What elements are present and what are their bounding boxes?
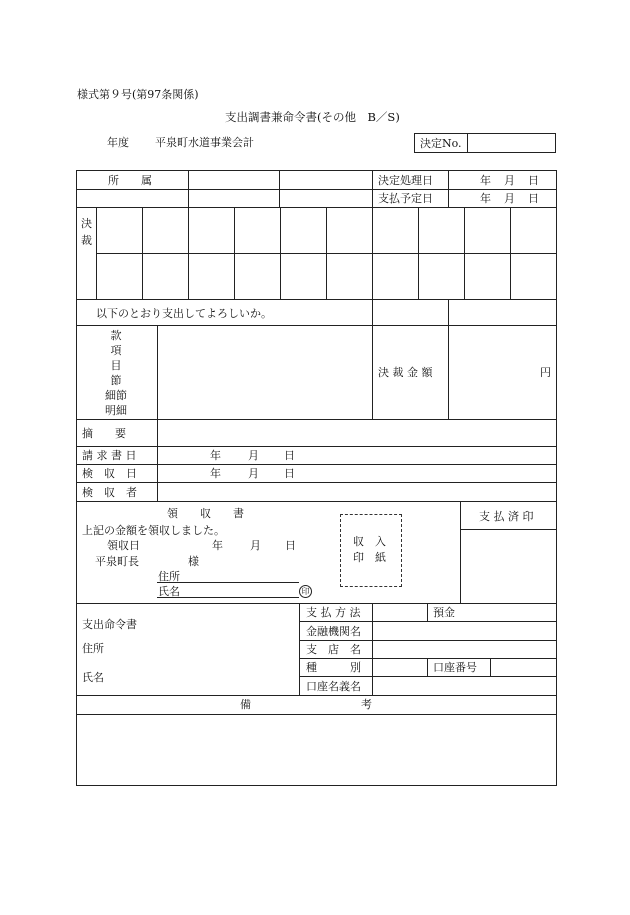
- decision-date-label: 決定処理日: [378, 174, 433, 187]
- receipt-title: 領 収 書: [167, 507, 244, 520]
- invoice-date-day: 日: [284, 449, 295, 462]
- receipt-date-label: 領収日: [107, 539, 140, 552]
- account-number-label: 口座番号: [433, 661, 477, 674]
- fiscal-year-label: 年度: [107, 136, 129, 149]
- invoice-date-year: 年: [210, 449, 221, 462]
- invoice-date-month: 月: [248, 449, 259, 462]
- receipt-address-label: 住所: [158, 570, 180, 583]
- seal-mark-icon: 印: [299, 585, 312, 598]
- payment-order-title: 支出命令書: [82, 618, 137, 631]
- payment-date-year: 年: [480, 192, 491, 205]
- revenue-stamp-label-1: 収 入: [353, 535, 386, 548]
- budget-item-saisetsu: 細節: [105, 389, 127, 402]
- inspection-date-day: 日: [284, 467, 295, 480]
- payment-method-label: 支 払 方 法: [306, 606, 361, 619]
- receipt-mayor: 平泉町長: [95, 555, 139, 568]
- form-id: 様式第９号(第97条関係): [77, 88, 199, 101]
- payment-order-name-label: 氏名: [82, 671, 104, 684]
- invoice-date-label: 請 求 書 日: [82, 449, 137, 462]
- payment-order-address-label: 住所: [82, 642, 104, 655]
- payment-date-month: 月: [504, 192, 515, 205]
- decision-date-year: 年: [480, 174, 491, 187]
- account-holder-label: 口座名義名: [306, 680, 361, 693]
- decision-no-label: 決定No.: [420, 137, 462, 150]
- decision-date-day: 日: [528, 174, 539, 187]
- receipt-sama: 様: [188, 555, 199, 568]
- deposit-label: 預金: [433, 606, 455, 619]
- receipt-name-label: 氏名: [158, 585, 180, 598]
- payment-date-label: 支払予定日: [378, 192, 433, 205]
- request-text: 以下のとおり支出してよろしいか。: [96, 307, 272, 320]
- approval-label-2: 裁: [81, 234, 92, 247]
- receipt-date-year: 年: [212, 539, 223, 552]
- receipt-date-day: 日: [285, 539, 296, 552]
- dept-label: 所 属: [108, 174, 152, 187]
- branch-name-label: 支 店 名: [306, 643, 361, 656]
- payment-date-day: 日: [528, 192, 539, 205]
- yen-unit: 円: [540, 366, 551, 379]
- form-outer-border: [76, 170, 557, 786]
- budget-item-moku: 目: [110, 359, 122, 372]
- inspector-label: 検 収 者: [82, 486, 137, 499]
- budget-item-meisai: 明細: [105, 404, 127, 417]
- decision-date-month: 月: [504, 174, 515, 187]
- remarks-label: 備 考: [240, 698, 372, 711]
- receipt-statement: 上記の金額を領収しました。: [82, 524, 225, 537]
- approved-amount-label: 決 裁 金 額: [378, 366, 433, 379]
- account-name: 平泉町水道事業会計: [155, 136, 254, 149]
- inspection-date-year: 年: [210, 467, 221, 480]
- budget-item-setsu: 節: [110, 374, 122, 387]
- decision-no-field[interactable]: [472, 137, 552, 150]
- form-title: 支出調書兼命令書(その他 B／S): [225, 110, 400, 124]
- approval-label-1: 決: [81, 217, 92, 230]
- bank-name-label: 金融機関名: [306, 625, 361, 638]
- paid-stamp-label: 支 払 済 印: [479, 510, 534, 523]
- receipt-date-month: 月: [250, 539, 261, 552]
- inspection-date-month: 月: [248, 467, 259, 480]
- budget-item-kan: 款: [110, 329, 122, 342]
- budget-item-kou: 項: [110, 344, 122, 357]
- revenue-stamp-label-2: 印 紙: [353, 551, 386, 564]
- account-type-label: 種 別: [306, 661, 361, 674]
- summary-label: 摘 要: [82, 427, 126, 440]
- inspection-date-label: 検 収 日: [82, 467, 137, 480]
